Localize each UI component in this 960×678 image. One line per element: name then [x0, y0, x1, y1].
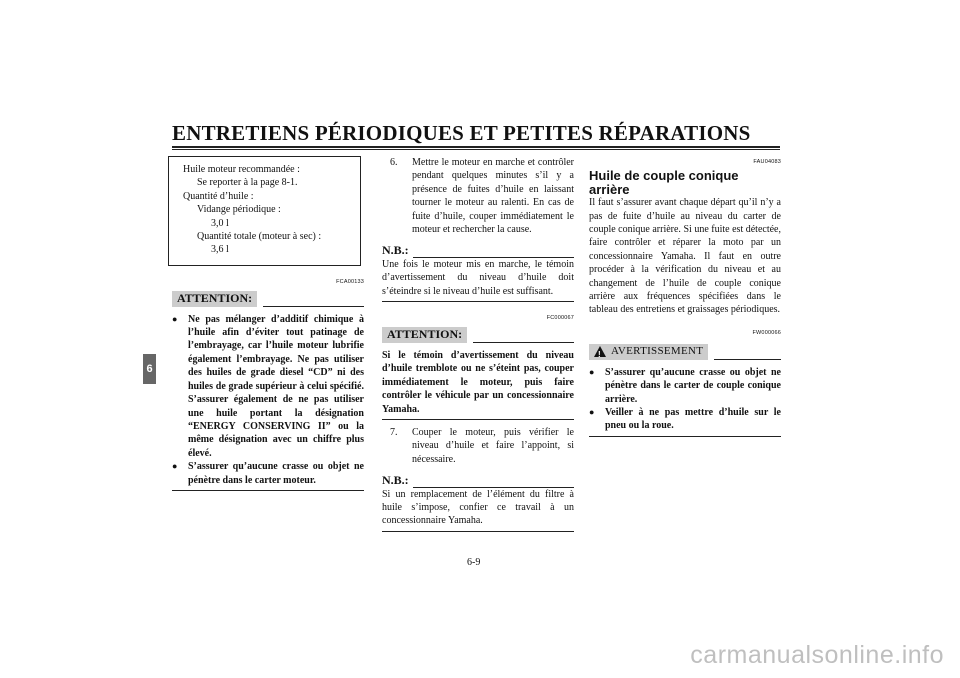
reference-code: FC000067 — [546, 315, 574, 322]
bullet-text: S’assurer qu’aucune crasse ou objet ne pénètre dans le carter moteur. — [188, 461, 364, 486]
chapter-tab: 6 — [143, 354, 156, 384]
nb-label: N.B.: — [382, 473, 409, 488]
section-end-rule — [172, 490, 364, 491]
step-7 — [382, 426, 574, 466]
attention-heading — [172, 291, 364, 306]
column-2 — [382, 156, 574, 532]
reference-code: FAU04083 — [753, 159, 781, 165]
bullet-icon: ● — [172, 461, 178, 472]
attention-label: ATTENTION: — [382, 327, 467, 342]
nb-heading — [382, 474, 574, 487]
step-text: Mettre le moteur en marche et contrôler pendant quelques minutes s’il y a présence de fuites d’huile en laissant tourner le moteur au ralenti. En cas de fuite d’huile, couper immédiatement le moteur et rechercher la cause. — [412, 157, 574, 236]
list-item — [589, 406, 781, 433]
warning-label: AVERTISSEMENT — [611, 345, 704, 358]
section-paragraph: Il faut s’assurer avant chaque départ qu’il n’y a pas de fuite d’huile au niveau du carter de couple conique arrière. Si une fuite est détectée, faire contrôler et réparer la moto par un concessionnaire Yamaha. Il faut en outre procéder à la vérification du niveau et au changement de l’huile de couple conique arrière aux fréquences spécifiées dans le tableau des entretiens et graissages périodiques. — [589, 197, 781, 316]
attention-label: ATTENTION: — [172, 291, 257, 306]
heading-rule — [263, 305, 364, 307]
step-number: 7. — [390, 426, 398, 438]
nb-heading — [382, 244, 574, 257]
spec-line: 3,6 l — [211, 244, 229, 256]
bullet-icon: ● — [589, 406, 595, 417]
spec-line: Quantité totale (moteur à sec) : — [197, 231, 322, 243]
warning-label-box — [589, 344, 708, 359]
section-end-rule — [382, 419, 574, 420]
reference-code: FCA00133 — [336, 278, 364, 285]
heading-rule — [714, 358, 781, 360]
column-1 — [172, 156, 364, 491]
section-end-rule — [382, 531, 574, 532]
step-text: Couper le moteur, puis vérifier le niveau d’huile et faire l’appoint, si nécessaire. — [412, 426, 574, 465]
bullet-text: S’assurer qu’aucune crasse ou objet ne pénètre dans le carter de couple conique arrière. — [605, 366, 781, 405]
nb-label: N.B.: — [382, 243, 409, 258]
step-number: 6. — [390, 157, 398, 168]
spec-line: 3,0 l — [211, 217, 229, 229]
list-item — [172, 460, 364, 487]
spec-line: Vidange périodique : — [197, 204, 281, 216]
section-end-rule — [589, 436, 781, 437]
nb-text: Une fois le moteur mis en marche, le témoin d’avertissement du niveau d’huile doit s’éteindre si le niveau d’huile est suffisant. — [382, 258, 574, 297]
bullet-text: Veiller à ne pas mettre d’huile sur le pneu ou la roue. — [605, 406, 781, 432]
attention-heading — [382, 327, 574, 342]
oil-spec-box — [168, 156, 361, 266]
spec-line: Huile moteur recommandée : — [183, 164, 300, 175]
header-rule — [172, 146, 780, 148]
attention-text: Si le témoin d’avertissement du niveau d’huile tremblote ou ne s’éteint pas, couper immédiatement le moteur, puis faire contrôler le véhicule par un concessionnaire Yamaha. — [382, 349, 574, 415]
list-item — [589, 366, 781, 406]
column-3 — [589, 156, 781, 437]
section-title: Huile de couple conique arrière — [589, 168, 739, 197]
bullet-icon: ● — [172, 313, 178, 324]
list-item — [172, 313, 364, 460]
section-end-rule — [382, 301, 574, 302]
header-rule-thin — [172, 149, 780, 150]
warning-triangle-icon: ! — [594, 346, 606, 357]
bullet-text: Ne pas mélanger d’additif chimique à l’huile afin d’éviter tout patinage de l’embrayage, car l’huile moteur lubrifie également l’embrayage. Ne pas utiliser des huiles de grade diesel “CD” ni des huiles de grade supérieur à celui spécifié. S’assurer également de ne pas utiliser une huile portant la désignation “ENERGY CONSERVING II” ou la même désignation avec un chiffre plus élevé. — [188, 313, 364, 459]
warning-heading — [589, 344, 781, 359]
step-6 — [382, 156, 574, 236]
reference-code: FW000066 — [752, 329, 781, 336]
bullet-icon: ● — [589, 366, 595, 377]
heading-rule — [473, 341, 574, 343]
nb-text: Si un remplacement de l’élément du filtre à huile s’impose, confier ce travail à un concessionnaire Yamaha. — [382, 488, 574, 527]
spec-line: Se reporter à la page 8-1. — [197, 177, 298, 189]
spec-line: Quantité d’huile : — [183, 190, 254, 202]
page-header-title: ENTRETIENS PÉRIODIQUES ET PETITES RÉPARATIONS — [172, 121, 751, 145]
watermark: carmanualsonline.info — [690, 641, 944, 669]
page-number: 6-9 — [467, 557, 481, 568]
